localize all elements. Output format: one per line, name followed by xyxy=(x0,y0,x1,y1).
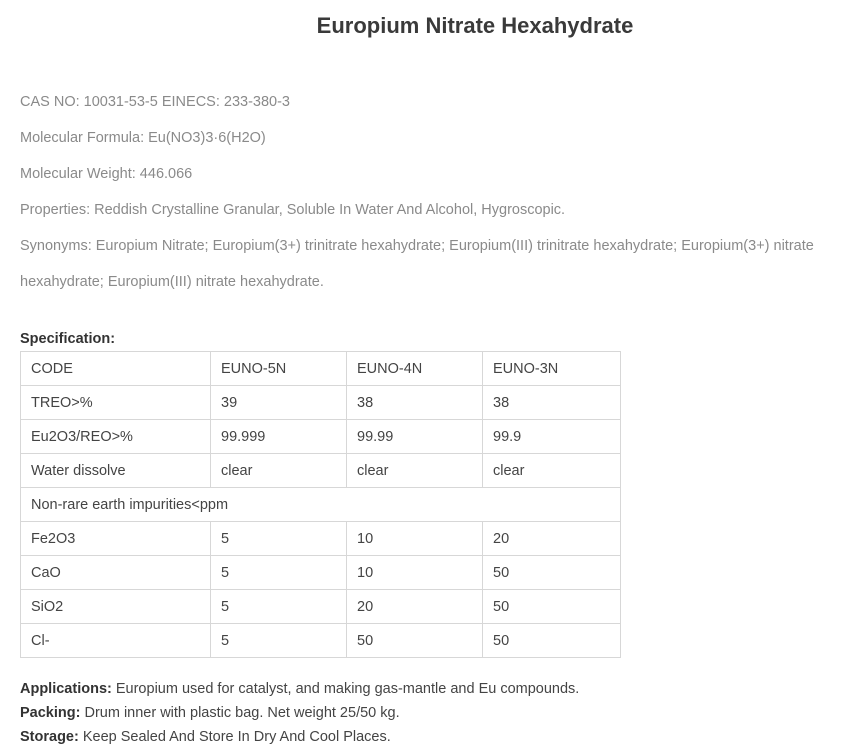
table-cell: Cl- xyxy=(21,624,211,658)
table-cell: 10 xyxy=(347,522,483,556)
storage-text: Keep Sealed And Store In Dry And Cool Places. xyxy=(78,729,391,745)
table-row xyxy=(21,522,621,556)
storage-label: Storage: xyxy=(20,729,79,745)
synonyms: Synonyms: Europium Nitrate; Europium(3+) trinitrate hexahydrate; Europium(III) trinitrate hexahydrate; Europium(3+) nitrate hexahydrate; Europium(III) nitrate hexahydrate. xyxy=(20,238,814,290)
table-cell: 38 xyxy=(483,386,621,420)
properties: Properties: Reddish Crystalline Granular, Soluble In Water And Alcohol, Hygroscopic. xyxy=(20,202,566,218)
table-cell: TREO>% xyxy=(21,386,211,420)
table-row xyxy=(21,624,621,658)
molecular-weight: Molecular Weight: 446.066 xyxy=(20,166,193,182)
table-cell: 99.9 xyxy=(483,420,621,454)
applications-label: Applications: xyxy=(20,681,112,697)
table-row xyxy=(21,386,621,420)
table-cell: Eu2O3/REO>% xyxy=(21,420,211,454)
storage-line xyxy=(20,725,579,749)
table-cell: 50 xyxy=(483,590,621,624)
table-cell: 20 xyxy=(347,590,483,624)
table-section-row xyxy=(21,488,621,522)
table-cell: clear xyxy=(347,454,483,488)
table-cell: clear xyxy=(211,454,347,488)
table-cell: 50 xyxy=(347,624,483,658)
table-cell: 5 xyxy=(211,590,347,624)
table-cell: 50 xyxy=(483,624,621,658)
table-row xyxy=(21,420,621,454)
table-cell: clear xyxy=(483,454,621,488)
table-header-row xyxy=(21,352,621,386)
table-cell: 50 xyxy=(483,556,621,590)
product-footer xyxy=(20,677,579,749)
table-cell: 5 xyxy=(211,522,347,556)
packing-label: Packing: xyxy=(20,705,81,721)
table-cell: EUNO-4N xyxy=(347,352,483,386)
table-cell: 10 xyxy=(347,556,483,590)
table-cell: 38 xyxy=(347,386,483,420)
table-cell: 20 xyxy=(483,522,621,556)
packing-line xyxy=(20,701,579,725)
table-row xyxy=(21,556,621,590)
table-cell: 5 xyxy=(211,556,347,590)
specification-table xyxy=(20,351,621,658)
table-cell: EUNO-3N xyxy=(483,352,621,386)
table-row xyxy=(21,590,621,624)
page-title: Europium Nitrate Hexahydrate xyxy=(316,13,634,38)
applications-line xyxy=(20,677,579,701)
section-cell: Non-rare earth impurities<ppm xyxy=(21,488,621,522)
table-cell: 99.999 xyxy=(211,420,347,454)
table-cell: EUNO-5N xyxy=(211,352,347,386)
product-info xyxy=(20,84,860,300)
table-cell: CODE xyxy=(21,352,211,386)
cas-number: CAS NO: 10031-53-5 EINECS: 233-380-3 xyxy=(20,94,290,110)
table-cell: 39 xyxy=(211,386,347,420)
table-cell: Water dissolve xyxy=(21,454,211,488)
table-cell: 99.99 xyxy=(347,420,483,454)
table-row xyxy=(21,454,621,488)
table-cell: 5 xyxy=(211,624,347,658)
specification-heading: Specification: xyxy=(20,331,116,347)
table-cell: CaO xyxy=(21,556,211,590)
packing-text: Drum inner with plastic bag. Net weight 25/50 kg. xyxy=(80,705,400,721)
applications-text: Europium used for catalyst, and making gas-mantle and Eu compounds. xyxy=(111,681,580,697)
table-cell: Fe2O3 xyxy=(21,522,211,556)
molecular-formula: Molecular Formula: Eu(NO3)3·6(H2O) xyxy=(20,130,266,146)
table-cell: SiO2 xyxy=(21,590,211,624)
